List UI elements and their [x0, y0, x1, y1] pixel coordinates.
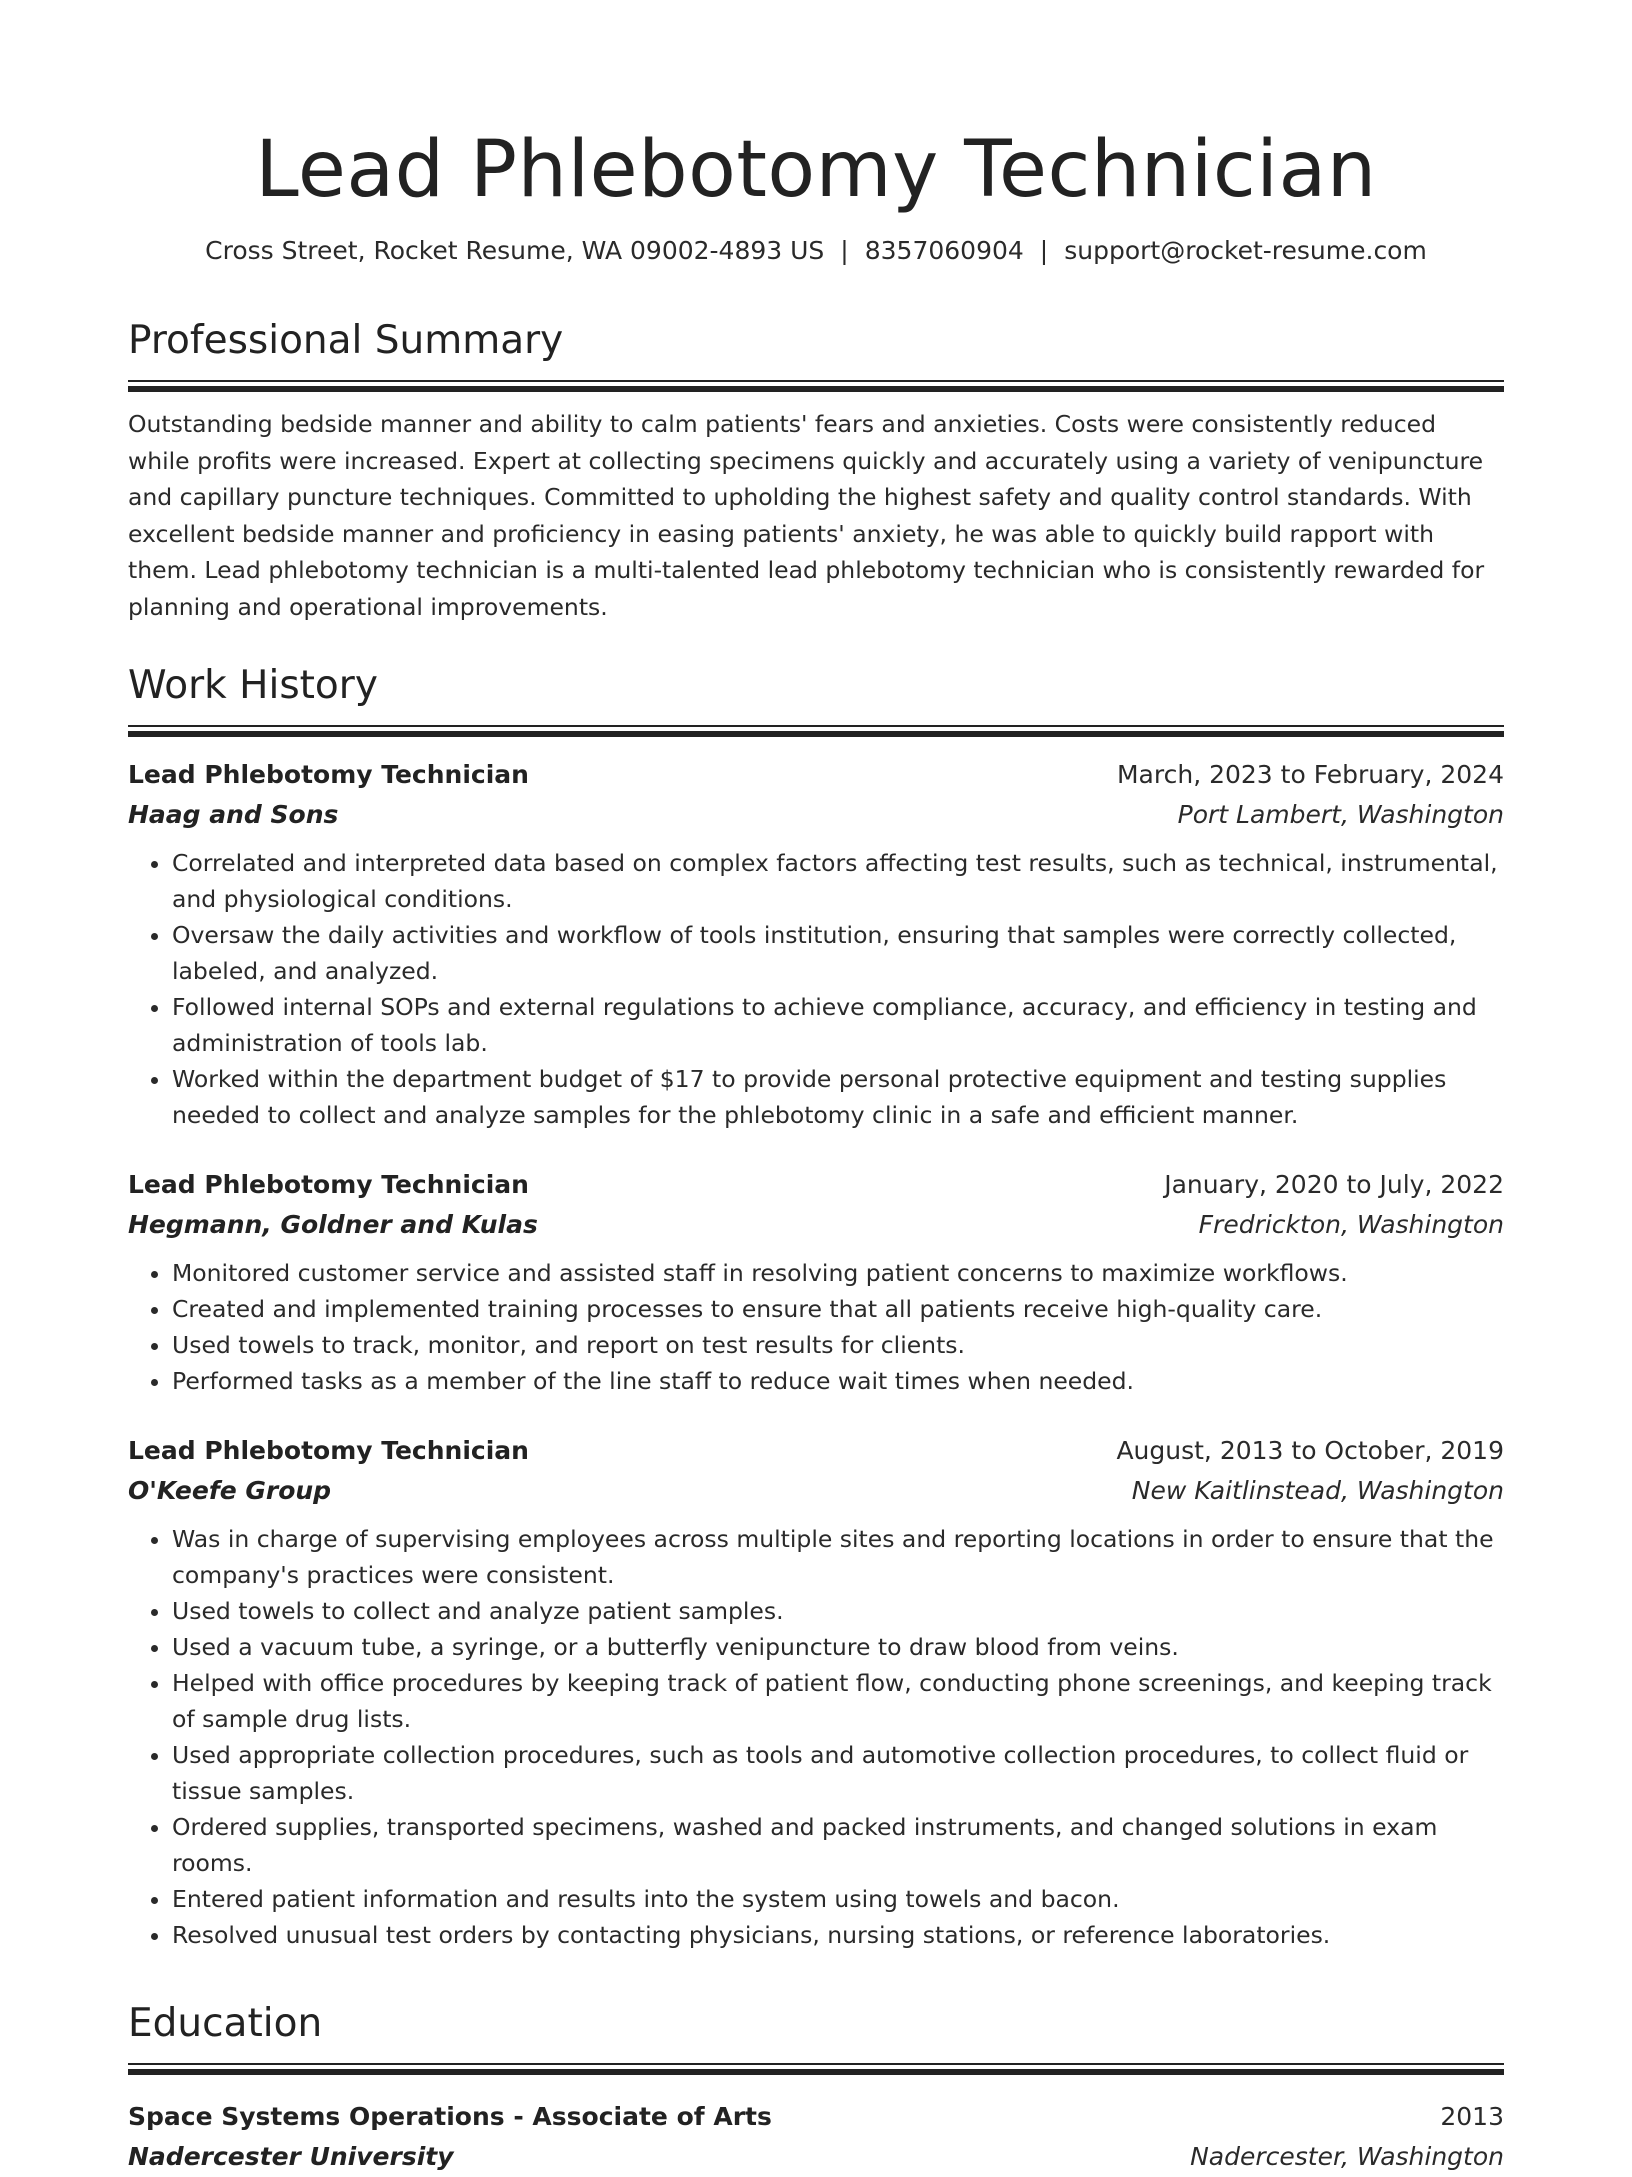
job-entry [128, 1165, 1504, 1399]
education-degree: Space Systems Operations - Associate of Arts [128, 2102, 772, 2131]
section-divider [128, 725, 1504, 737]
education-year: 2013 [1440, 2102, 1504, 2131]
job-bullet: • Ordered supplies, transported specimens, washed and packed instruments, and changed solutions in exam rooms. [172, 1809, 1504, 1881]
education-header [128, 2097, 1504, 2137]
job-subheader [128, 795, 1504, 835]
job-bullet: • Monitored customer service and assisted staff in resolving patient concerns to maximize workflows. [172, 1255, 1504, 1291]
job-bullet: • Worked within the department budget of $17 to provide personal protective equipment and testing supplies needed to collect and analyze samples for the phlebotomy clinic in a safe and efficient manner. [172, 1061, 1504, 1133]
job-bullet: • Was in charge of supervising employees across multiple sites and reporting locations in order to ensure that the company's practices were consistent. [172, 1521, 1504, 1593]
summary-text: Outstanding bedside manner and ability to calm patients' fears and anxieties. Costs were consistently reduced while profits were increased. Expert at collecting specimens quickly and accurately using a variety of venipuncture and capillary puncture techniques. Committed to upholding the highest safety and quality control standards. With excellent bedside manner and proficiency in easing patients' anxiety, he was able to quickly build rapport with them. Lead phlebotomy technician is a multi-talented lead phlebotomy technician who is consistently rewarded for planning and operational improvements. [128, 410, 1485, 621]
job-title: Lead Phlebotomy Technician [128, 1436, 529, 1465]
job-location: Fredrickton, Washington [1198, 1210, 1504, 1239]
job-dates: March, 2023 to February, 2024 [1116, 760, 1504, 789]
education-location: Nadercester, Washington [1190, 2142, 1504, 2171]
summary-heading: Professional Summary [128, 318, 564, 363]
job-bullet: • Helped with office procedures by keeping track of patient flow, conducting phone screenings, and keeping track of sample drug lists. [172, 1665, 1504, 1737]
job-location: Port Lambert, Washington [1177, 800, 1504, 829]
contact-separator: | [840, 236, 849, 265]
education-section [128, 1999, 1504, 2177]
job-bullet: • Followed internal SOPs and external regulations to achieve compliance, accuracy, and efficiency in testing and administration of tools lab. [172, 989, 1504, 1061]
job-bullet: • Created and implemented training processes to ensure that all patients receive high-quality care. [172, 1291, 1504, 1327]
job-company: Haag and Sons [128, 800, 339, 829]
section-divider [128, 380, 1504, 392]
job-bullets [128, 1521, 1504, 1953]
job-bullet: • Resolved unusual test orders by contacting physicians, nursing stations, or reference laboratories. [172, 1917, 1504, 1953]
job-company: Hegmann, Goldner and Kulas [128, 1210, 538, 1239]
contact-phone: 8357060904 [864, 236, 1024, 265]
job-header [128, 1165, 1504, 1205]
contact-separator: | [1039, 236, 1049, 265]
job-company: O'Keefe Group [128, 1476, 332, 1505]
education-subheader [128, 2137, 1504, 2177]
job-bullet: • Oversaw the daily activities and workflow of tools institution, ensuring that samples were correctly collected, labeled, and analyzed. [172, 917, 1504, 989]
resume-name: Lead Phlebotomy Technician [255, 125, 1377, 215]
job-header [128, 755, 1504, 795]
summary-section [128, 316, 1504, 625]
job-entry [128, 1431, 1504, 1953]
job-bullet: • Used towels to track, monitor, and report on test results for clients. [172, 1327, 1504, 1363]
job-bullet: • Used a vacuum tube, a syringe, or a butterfly venipuncture to draw blood from veins. [172, 1629, 1504, 1665]
job-bullet: • Entered patient information and results into the system using towels and bacon. [172, 1881, 1504, 1917]
job-dates: August, 2013 to October, 2019 [1116, 1436, 1504, 1465]
contact-email: support@rocket-resume.com [1064, 236, 1427, 265]
job-title: Lead Phlebotomy Technician [128, 1170, 529, 1199]
job-subheader [128, 1205, 1504, 1245]
education-entry [128, 2097, 1504, 2177]
contact-address: Cross Street, Rocket Resume, WA 09002-4893 US [205, 236, 825, 265]
job-location: New Kaitlinstead, Washington [1131, 1476, 1504, 1505]
job-bullet: • Used towels to collect and analyze patient samples. [172, 1593, 1504, 1629]
job-dates: January, 2020 to July, 2022 [1164, 1170, 1504, 1199]
job-header [128, 1431, 1504, 1471]
job-title: Lead Phlebotomy Technician [128, 760, 529, 789]
job-bullets [128, 1255, 1504, 1399]
section-divider [128, 2063, 1504, 2075]
job-bullet: • Used appropriate collection procedures, such as tools and automotive collection procedures, to collect fluid or tissue samples. [172, 1737, 1504, 1809]
contact-line [128, 234, 1504, 268]
job-subheader [128, 1471, 1504, 1511]
work-history-section [128, 661, 1504, 1953]
job-entry [128, 755, 1504, 1133]
work-history-heading: Work History [128, 663, 378, 708]
education-school: Nadercester University [128, 2142, 454, 2171]
education-heading: Education [128, 2001, 323, 2046]
job-bullet: • Correlated and interpreted data based on complex factors affecting test results, such as technical, instrumental, and physiological conditions. [172, 845, 1504, 917]
job-bullet: • Performed tasks as a member of the line staff to reduce wait times when needed. [172, 1363, 1504, 1399]
job-bullets [128, 845, 1504, 1133]
